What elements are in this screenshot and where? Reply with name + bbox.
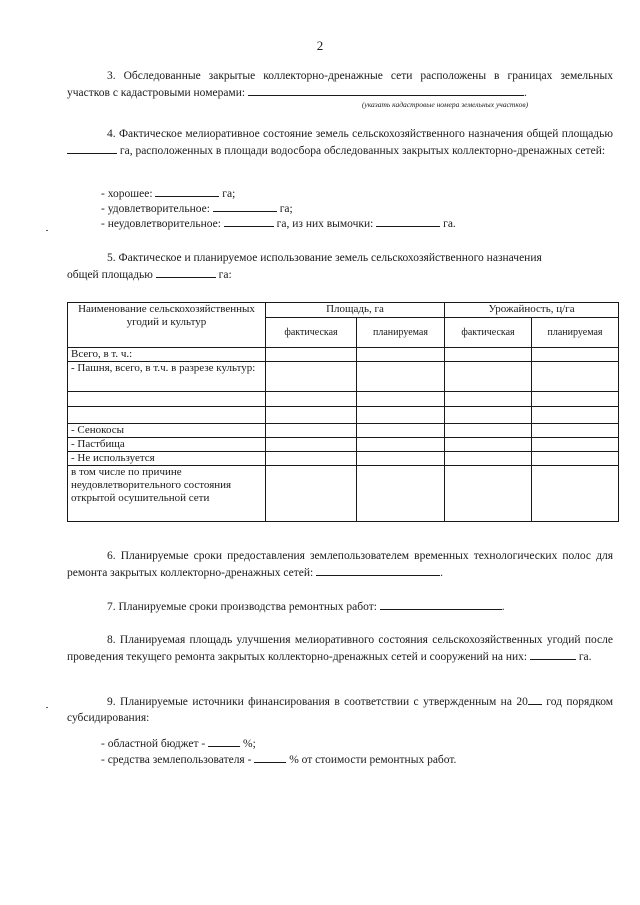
paragraph-5 <box>67 250 613 283</box>
table-row <box>68 392 619 407</box>
cadastral-numbers-blank <box>248 84 524 96</box>
paragraph-9-text: 9. Планируемые источники финансирования в соответствии с утвержденным на 20 <box>107 696 528 708</box>
paragraph-8 <box>67 632 613 665</box>
total-area-blank <box>67 142 117 154</box>
paragraph-5-line2a: общей площадью <box>67 269 153 281</box>
paragraph-3 <box>67 68 613 101</box>
state-unsatisfactory-label: - неудовлетворительное: <box>101 218 221 230</box>
paragraph-6-text: 6. Планируемые сроки предоставления землепользователем временных технологических полос для ремонта закрытых коллекторно-дренажных сетей: <box>67 550 613 579</box>
paragraph-7 <box>67 598 613 615</box>
header-area: Площадь, га <box>266 303 445 318</box>
table-row <box>68 407 619 424</box>
row-label: Всего, в т. ч.: <box>68 348 266 362</box>
year-blank <box>528 693 542 705</box>
paragraph-5-line2b: га: <box>218 269 232 281</box>
row-label <box>68 392 266 407</box>
table-row <box>68 466 619 522</box>
header-area-planned: планируемая <box>357 318 445 348</box>
paragraph-9-text2: год порядком субсидирования: <box>67 696 613 724</box>
improvement-area-blank <box>530 648 576 660</box>
paragraph-8-text: 8. Планируемая площадь улучшения мелиоративного состояния сельскохозяйственных угодий после проведения текущего ремонта закрытых коллекторно-дренажных сетей и сооружений на них: <box>67 634 613 663</box>
paragraph-7-end: . <box>501 601 505 613</box>
header-land-name: Наименование сельскохозяйственных угодий и культур <box>68 303 266 348</box>
repair-terms-blank <box>380 598 502 610</box>
cadastral-caption: (указать кадастровые номера земельных участков) <box>361 100 529 109</box>
header-yield-actual: фактическая <box>445 318 532 348</box>
table-row <box>68 438 619 452</box>
state-good-blank <box>155 185 219 197</box>
state-unsatisfactory-blank <box>224 215 274 227</box>
state-good-label: - хорошее: <box>101 188 153 200</box>
state-unsatisfactory-unit: га. <box>443 218 456 230</box>
paragraph-8-end: га. <box>578 651 592 663</box>
paragraph-3-end: . <box>523 87 527 99</box>
state-satisfactory-unit: га; <box>279 203 293 215</box>
row-label: - Пастбища <box>68 438 266 452</box>
paragraph-5-line1: 5. Фактическое и планируемое использование земель сельскохозяйственного назначения <box>107 252 542 264</box>
usage-area-blank <box>156 266 216 278</box>
paragraph-3-text: 3. Обследованные закрытые коллекторно-дренажные сети расположены в границах земельных участков с кадастровыми номерами: <box>67 70 613 99</box>
state-unsatisfactory <box>101 215 456 232</box>
regional-percent-blank <box>208 735 240 747</box>
strip-terms-blank <box>316 564 440 576</box>
paragraph-7-text: 7. Планируемые сроки производства ремонтных работ: <box>107 601 377 613</box>
row-label <box>68 407 266 424</box>
source-regional <box>101 735 256 752</box>
table-row <box>68 424 619 438</box>
row-label: в том числе по причине неудовлетворительного состояния открытой осушительной сети <box>68 466 266 522</box>
source-user-unit: % от стоимости ремонтных работ. <box>289 754 457 766</box>
source-regional-unit: %; <box>243 738 256 750</box>
paragraph-6-end: . <box>440 567 443 579</box>
page-number: 2 <box>316 38 324 53</box>
row-label: - Пашня, всего, в т.ч. в разрезе культур: <box>68 362 266 392</box>
paragraph-4-lead: 4. Фактическое мелиоративное состояние земель сельскохозяйственного назначения общей площадью <box>107 128 613 140</box>
paragraph-9 <box>67 693 613 726</box>
state-unsatisfactory-mid: га, из них вымочки: <box>276 218 374 230</box>
state-satisfactory-label: - удовлетворительное: <box>101 203 210 215</box>
row-label: - Сенокосы <box>68 424 266 438</box>
source-user-label: - средства землепользователя - <box>101 754 252 766</box>
header-yield-planned: планируемая <box>532 318 619 348</box>
table-row <box>68 452 619 466</box>
source-user <box>101 751 456 768</box>
scan-mark <box>46 707 48 708</box>
header-yield: Урожайность, ц/га <box>445 303 619 318</box>
header-area-actual: фактическая <box>266 318 357 348</box>
state-satisfactory-blank <box>213 200 277 212</box>
paragraph-6 <box>67 548 613 581</box>
row-label: - Не используется <box>68 452 266 466</box>
user-percent-blank <box>254 751 286 763</box>
scan-mark <box>46 230 48 231</box>
waterlogging-blank <box>376 215 440 227</box>
paragraph-4 <box>67 126 613 159</box>
table-row <box>68 348 619 362</box>
land-use-table <box>67 302 619 522</box>
state-good-unit: га; <box>222 188 236 200</box>
paragraph-4-rest: га, расположенных в площади водосбора обследованных закрытых коллекторно-дренажных сетей: <box>119 145 606 157</box>
source-regional-label: - областной бюджет - <box>101 738 206 750</box>
table-row <box>68 362 619 392</box>
